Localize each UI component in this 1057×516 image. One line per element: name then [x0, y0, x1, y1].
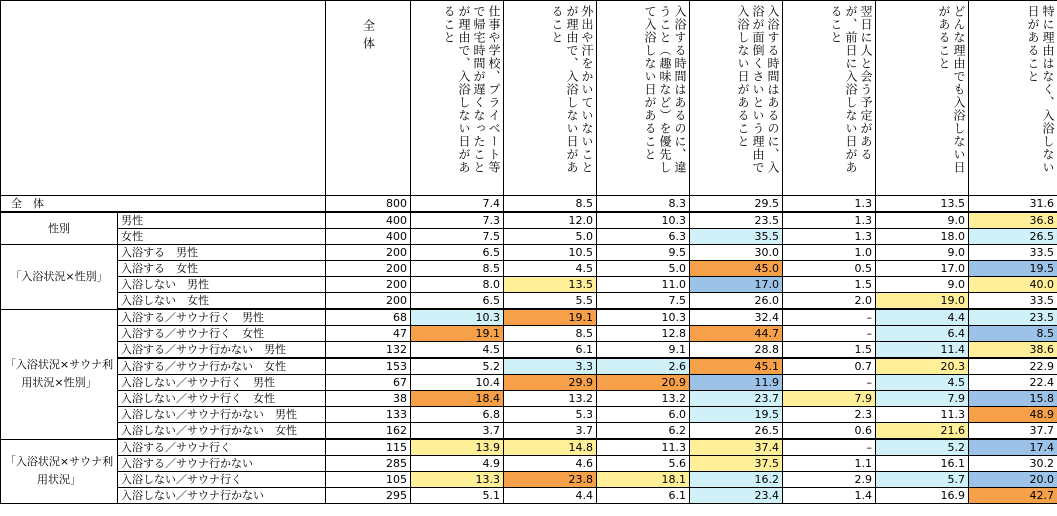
value-cell: 9.0 — [876, 212, 969, 229]
value-cell: 23.5 — [690, 212, 783, 229]
table-row — [1, 212, 1057, 229]
value-cell: 6.8 — [411, 407, 504, 423]
sample-size-cell: 200 — [326, 277, 411, 293]
group-label: 「入浴状況×サウナ利用状況×性別」 — [1, 309, 118, 439]
value-cell: 9.0 — [876, 277, 969, 293]
value-cell: 0.6 — [783, 423, 876, 440]
value-cell: 5.3 — [504, 407, 597, 423]
header-col-6: どんな理由でも入浴しない日があること — [876, 1, 969, 196]
value-cell: 26.5 — [969, 229, 1057, 245]
value-cell: 7.4 — [411, 196, 504, 213]
sample-size-cell: 132 — [326, 342, 411, 359]
value-cell: 2.0 — [783, 293, 876, 310]
value-cell: 13.2 — [504, 391, 597, 407]
row-label: 入浴しない／サウナ行かない 女性 — [118, 423, 326, 440]
value-cell: 1.1 — [783, 456, 876, 472]
table-row — [1, 488, 1057, 504]
header-col-5: 翌日に人と会う予定があるが、前日に入浴しない日があること — [783, 1, 876, 196]
value-cell: – — [783, 309, 876, 326]
sample-size-cell: 400 — [326, 212, 411, 229]
value-cell: 10.3 — [597, 212, 690, 229]
value-cell: 5.6 — [597, 456, 690, 472]
table-row — [1, 423, 1057, 440]
value-cell: 5.1 — [411, 488, 504, 504]
table-row — [1, 229, 1057, 245]
value-cell: 4.4 — [504, 488, 597, 504]
sample-size-cell: 200 — [326, 293, 411, 310]
value-cell: 35.5 — [690, 229, 783, 245]
value-cell: 42.7 — [969, 488, 1057, 504]
value-cell: 6.3 — [597, 229, 690, 245]
row-label: 入浴しない／サウナ行く 女性 — [118, 391, 326, 407]
value-cell: 29.9 — [504, 375, 597, 391]
row-label: 入浴する／サウナ行く 女性 — [118, 326, 326, 342]
row-label: 入浴しない 女性 — [118, 293, 326, 310]
value-cell: 7.9 — [876, 391, 969, 407]
value-cell: 6.1 — [597, 488, 690, 504]
value-cell: 6.2 — [597, 423, 690, 440]
header-col-7: 特に理由はなく、入浴しない日があること — [969, 1, 1057, 196]
value-cell: 37.4 — [690, 439, 783, 456]
table-row — [1, 277, 1057, 293]
value-cell: 11.9 — [690, 375, 783, 391]
sample-size-cell: 153 — [326, 358, 411, 375]
value-cell: 8.5 — [504, 326, 597, 342]
value-cell: 19.1 — [504, 309, 597, 326]
value-cell: 7.5 — [411, 229, 504, 245]
value-cell: 10.4 — [411, 375, 504, 391]
sample-size-cell: 38 — [326, 391, 411, 407]
value-cell: 13.5 — [504, 277, 597, 293]
value-cell: 30.0 — [690, 245, 783, 261]
value-cell: 14.8 — [504, 439, 597, 456]
row-label: 入浴する／サウナ行く — [118, 439, 326, 456]
table-row — [1, 375, 1057, 391]
header-corner — [1, 1, 326, 196]
value-cell: 10.5 — [504, 245, 597, 261]
value-cell: 16.9 — [876, 488, 969, 504]
table-row — [1, 261, 1057, 277]
value-cell: 15.8 — [969, 391, 1057, 407]
value-cell: 11.3 — [597, 439, 690, 456]
value-cell: 0.5 — [783, 261, 876, 277]
value-cell: 4.5 — [876, 375, 969, 391]
row-label: 入浴する 女性 — [118, 261, 326, 277]
table-row — [1, 326, 1057, 342]
value-cell: 11.4 — [876, 342, 969, 359]
value-cell: 8.5 — [411, 261, 504, 277]
value-cell: 26.5 — [690, 423, 783, 440]
value-cell: 8.3 — [597, 196, 690, 213]
row-label: 全 体 — [1, 196, 326, 213]
value-cell: 23.7 — [690, 391, 783, 407]
sample-size-cell: 133 — [326, 407, 411, 423]
value-cell: 4.6 — [504, 456, 597, 472]
value-cell: 6.1 — [504, 342, 597, 359]
value-cell: 22.4 — [969, 375, 1057, 391]
value-cell: 8.5 — [969, 326, 1057, 342]
value-cell: 4.4 — [876, 309, 969, 326]
value-cell: 33.5 — [969, 293, 1057, 310]
value-cell: 19.5 — [690, 407, 783, 423]
value-cell: 31.6 — [969, 196, 1057, 213]
value-cell: 2.6 — [597, 358, 690, 375]
group-label: 「入浴状況×性別」 — [1, 245, 118, 310]
value-cell: 1.5 — [783, 342, 876, 359]
row-label: 入浴する／サウナ行かない 女性 — [118, 358, 326, 375]
table-row — [1, 391, 1057, 407]
value-cell: 36.8 — [969, 212, 1057, 229]
value-cell: 26.0 — [690, 293, 783, 310]
value-cell: 22.9 — [969, 358, 1057, 375]
sample-size-cell: 200 — [326, 261, 411, 277]
value-cell: 5.2 — [411, 358, 504, 375]
value-cell: 4.9 — [411, 456, 504, 472]
value-cell: 6.5 — [411, 245, 504, 261]
sample-size-cell: 162 — [326, 423, 411, 440]
value-cell: 20.9 — [597, 375, 690, 391]
table-row — [1, 407, 1057, 423]
value-cell: 23.5 — [969, 309, 1057, 326]
table-row — [1, 293, 1057, 310]
value-cell: 3.3 — [504, 358, 597, 375]
row-label: 入浴しない／サウナ行く 男性 — [118, 375, 326, 391]
value-cell: 13.2 — [597, 391, 690, 407]
value-cell: 0.7 — [783, 358, 876, 375]
value-cell: 37.5 — [690, 456, 783, 472]
table-row — [1, 342, 1057, 359]
value-cell: 1.4 — [783, 488, 876, 504]
row-label: 入浴する 男性 — [118, 245, 326, 261]
value-cell: 18.4 — [411, 391, 504, 407]
value-cell: 2.9 — [783, 472, 876, 488]
value-cell: 33.5 — [969, 245, 1057, 261]
value-cell: 40.0 — [969, 277, 1057, 293]
value-cell: 44.7 — [690, 326, 783, 342]
value-cell: 19.5 — [969, 261, 1057, 277]
value-cell: 9.5 — [597, 245, 690, 261]
value-cell: 12.0 — [504, 212, 597, 229]
header-row — [1, 1, 1057, 196]
value-cell: 7.3 — [411, 212, 504, 229]
value-cell: 9.1 — [597, 342, 690, 359]
value-cell: 11.3 — [876, 407, 969, 423]
value-cell: 23.8 — [504, 472, 597, 488]
value-cell: 18.0 — [876, 229, 969, 245]
value-cell: 6.0 — [597, 407, 690, 423]
value-cell: 19.1 — [411, 326, 504, 342]
value-cell: 5.0 — [504, 229, 597, 245]
value-cell: 3.7 — [504, 423, 597, 440]
table-row — [1, 245, 1057, 261]
value-cell: 18.1 — [597, 472, 690, 488]
value-cell: 17.0 — [876, 261, 969, 277]
value-cell: 1.3 — [783, 212, 876, 229]
value-cell: 16.2 — [690, 472, 783, 488]
sample-size-cell: 115 — [326, 439, 411, 456]
row-label: 入浴する／サウナ行かない — [118, 456, 326, 472]
value-cell: 30.2 — [969, 456, 1057, 472]
sample-size-cell: 285 — [326, 456, 411, 472]
value-cell: 17.0 — [690, 277, 783, 293]
value-cell: 8.0 — [411, 277, 504, 293]
value-cell: 5.0 — [597, 261, 690, 277]
value-cell: 6.5 — [411, 293, 504, 310]
value-cell: 13.5 — [876, 196, 969, 213]
value-cell: 11.0 — [597, 277, 690, 293]
value-cell: 16.1 — [876, 456, 969, 472]
row-label: 入浴しない 男性 — [118, 277, 326, 293]
value-cell: 37.7 — [969, 423, 1057, 440]
value-cell: 28.8 — [690, 342, 783, 359]
header-col-4: 入浴する時間はあるのに、入浴が面倒くさいという理由で入浴しない日があること — [690, 1, 783, 196]
header-col-3: 入浴する時間はあるのに、違うこと（趣味など）を優先して入浴しない日があること — [597, 1, 690, 196]
header-total: 全体 — [326, 1, 411, 196]
sample-size-cell: 47 — [326, 326, 411, 342]
sample-size-cell: 68 — [326, 309, 411, 326]
value-cell: 1.5 — [783, 277, 876, 293]
value-cell: 48.9 — [969, 407, 1057, 423]
value-cell: 13.9 — [411, 439, 504, 456]
value-cell: 10.3 — [597, 309, 690, 326]
value-cell: 17.4 — [969, 439, 1057, 456]
value-cell: 45.1 — [690, 358, 783, 375]
sample-size-cell: 800 — [326, 196, 411, 213]
row-label: 女性 — [118, 229, 326, 245]
value-cell: 1.3 — [783, 229, 876, 245]
value-cell: 7.5 — [597, 293, 690, 310]
sample-size-cell: 105 — [326, 472, 411, 488]
value-cell: 20.0 — [969, 472, 1057, 488]
value-cell: 4.5 — [411, 342, 504, 359]
value-cell: 7.9 — [783, 391, 876, 407]
row-label: 入浴しない／サウナ行く — [118, 472, 326, 488]
row-label: 入浴しない／サウナ行かない 男性 — [118, 407, 326, 423]
value-cell: 45.0 — [690, 261, 783, 277]
value-cell: 4.5 — [504, 261, 597, 277]
value-cell: 5.7 — [876, 472, 969, 488]
value-cell: 13.3 — [411, 472, 504, 488]
sample-size-cell: 400 — [326, 229, 411, 245]
table-row — [1, 358, 1057, 375]
header-col-1: 仕事や学校、プライベート等で帰宅時間が遅くなったことが理由で、入浴しない日があること — [411, 1, 504, 196]
value-cell: 9.0 — [876, 245, 969, 261]
table-row — [1, 196, 1057, 213]
group-label: 「入浴状況×サウナ利用状況」 — [1, 439, 118, 504]
row-label: 入浴しない／サウナ行かない — [118, 488, 326, 504]
header-col-2: 外出や汗をかいていないことが理由で、入浴しない日があること — [504, 1, 597, 196]
value-cell: 8.5 — [504, 196, 597, 213]
value-cell: 3.7 — [411, 423, 504, 440]
group-label: 性別 — [1, 212, 118, 245]
value-cell: 32.4 — [690, 309, 783, 326]
value-cell: 2.3 — [783, 407, 876, 423]
value-cell: 21.6 — [876, 423, 969, 440]
table-row — [1, 456, 1057, 472]
table-row — [1, 472, 1057, 488]
row-label: 男性 — [118, 212, 326, 229]
value-cell: – — [783, 326, 876, 342]
sample-size-cell: 295 — [326, 488, 411, 504]
value-cell: 5.5 — [504, 293, 597, 310]
sample-size-cell: 200 — [326, 245, 411, 261]
table-row — [1, 309, 1057, 326]
value-cell: 5.2 — [876, 439, 969, 456]
value-cell: 23.4 — [690, 488, 783, 504]
row-label: 入浴する／サウナ行かない 男性 — [118, 342, 326, 359]
value-cell: – — [783, 439, 876, 456]
value-cell: 19.0 — [876, 293, 969, 310]
value-cell: 12.8 — [597, 326, 690, 342]
table-row — [1, 439, 1057, 456]
value-cell: 29.5 — [690, 196, 783, 213]
value-cell: 1.0 — [783, 245, 876, 261]
value-cell: 1.3 — [783, 196, 876, 213]
value-cell: 6.4 — [876, 326, 969, 342]
value-cell: – — [783, 375, 876, 391]
row-label: 入浴する／サウナ行く 男性 — [118, 309, 326, 326]
value-cell: 20.3 — [876, 358, 969, 375]
value-cell: 38.6 — [969, 342, 1057, 359]
value-cell: 10.3 — [411, 309, 504, 326]
sample-size-cell: 67 — [326, 375, 411, 391]
